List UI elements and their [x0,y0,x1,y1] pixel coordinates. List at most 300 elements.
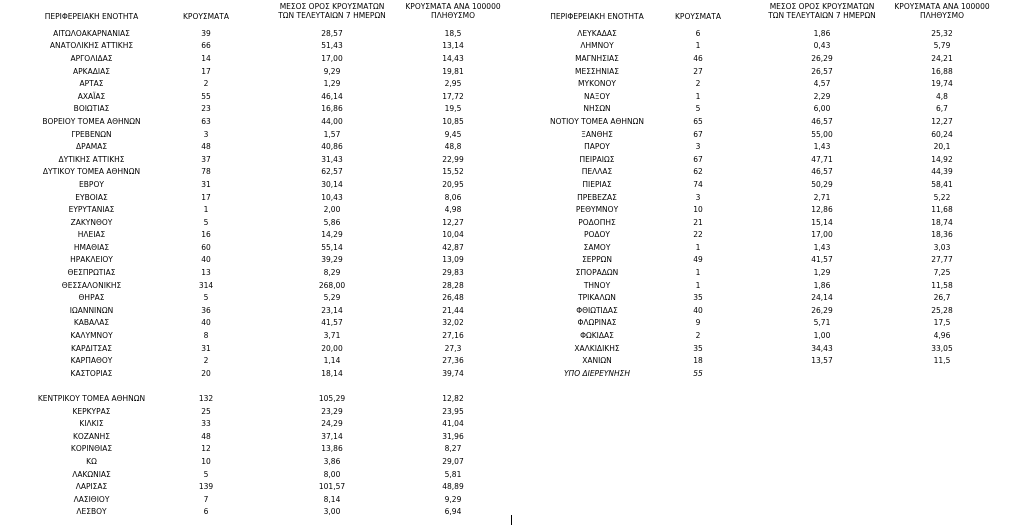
seven-day-average: 12,86 [811,205,833,215]
region-name: ΤΡΙΚΑΛΩΝ [578,293,616,303]
region-name: ΑΝΑΤΟΛΙΚΗΣ ΑΤΤΙΚΗΣ [49,41,134,51]
table-row [0,191,1013,204]
table-row [0,115,1013,128]
seven-day-average: 268,00 [318,280,346,290]
cases-per-100k: 17,5 [933,318,951,328]
cases-value: 2 [695,331,701,341]
header-per100k-right [886,2,998,20]
table-row [0,52,1013,65]
cases-value: 12 [201,444,211,454]
seven-day-average: 13,86 [321,444,343,454]
cases-value: 314 [198,280,214,290]
region-name: ΛΕΣΒΟΥ [76,507,107,517]
under-investigation-cases: 55 [693,368,703,378]
seven-day-average: 46,57 [811,116,833,126]
seven-day-average: 5,71 [813,318,831,328]
cases-value: 67 [693,129,703,139]
cases-value: 60 [201,242,211,252]
cases-per-100k: 3,03 [933,242,951,252]
table-row [0,430,1013,443]
table-row [0,342,1013,355]
seven-day-average: 50,29 [811,179,833,189]
region-name: ΣΑΜΟΥ [583,242,611,252]
header-per100k-line2: ΠΛΗΘΥΣΜΟ [919,11,964,20]
cases-per-100k: 12,27 [931,116,953,126]
cases-value: 3 [695,192,701,202]
cases-per-100k: 15,52 [442,167,464,177]
table-row [0,27,1013,40]
region-name: ΞΑΝΘΗΣ [581,129,613,139]
table-row [0,279,1013,292]
cases-per-100k: 23,95 [442,406,464,416]
region-name: ΑΡΓΟΛΙΔΑΣ [70,53,113,63]
region-name: ΚΑΡΔΙΤΣΑΣ [70,343,113,353]
cases-per-100k: 41,04 [442,419,464,429]
cases-per-100k: 42,87 [442,242,464,252]
cases-value: 3 [695,142,701,152]
cases-per-100k: 25,28 [931,305,953,315]
region-name: ΦΛΩΡΙΝΑΣ [577,318,617,328]
seven-day-average: 8,29 [323,268,341,278]
cases-value: 5 [695,104,701,114]
table-row [0,480,1013,493]
seven-day-average: 10,43 [321,192,343,202]
region-name: ΧΑΝΙΩΝ [582,356,612,366]
cases-value: 33 [201,419,211,429]
table-row [0,40,1013,53]
seven-day-average: 1,14 [323,356,341,366]
cases-value: 18 [693,356,703,366]
cases-per-100k: 60,24 [931,129,953,139]
region-name: ΔΡΑΜΑΣ [75,142,108,152]
region-name: ΚΟΡΙΝΘΙΑΣ [70,444,113,454]
cases-value: 49 [693,255,703,265]
cases-value: 31 [201,179,211,189]
cases-per-100k: 18,74 [931,217,953,227]
cases-per-100k: 27,16 [442,331,464,341]
table-row [0,506,1013,519]
cases-value: 2 [695,79,701,89]
table-row [0,178,1013,191]
cases-value: 10 [201,456,211,466]
region-name: ΗΛΕΙΑΣ [77,230,106,240]
cases-per-100k: 27,3 [444,343,462,353]
seven-day-average: 62,57 [321,167,343,177]
seven-day-average: 41,57 [811,255,833,265]
cases-per-100k: 10,04 [442,230,464,240]
seven-day-average: 26,29 [811,305,833,315]
cases-per-100k: 27,77 [931,255,953,265]
cases-value: 10 [693,205,703,215]
seven-day-average: 31,43 [321,154,343,164]
region-name: ΧΑΛΚΙΔΙΚΗΣ [574,343,620,353]
seven-day-average: 1,29 [323,79,341,89]
seven-day-average: 2,29 [813,91,831,101]
seven-day-average: 26,29 [811,53,833,63]
seven-day-average: 40,86 [321,142,343,152]
cases-value: 40 [693,305,703,315]
seven-day-average: 105,29 [318,394,346,404]
cases-per-100k: 5,22 [933,192,951,202]
cases-per-100k: 48,89 [442,482,464,492]
cases-value: 31 [201,343,211,353]
region-name: ΗΡΑΚΛΕΙΟΥ [70,255,113,265]
region-name: ΡΕΘΥΜΝΟΥ [575,205,619,215]
table-row [0,90,1013,103]
cases-value: 40 [201,318,211,328]
row-gap [0,380,1013,393]
cases-per-100k: 5,79 [933,41,951,51]
region-name: ΛΑΡΙΣΑΣ [75,482,108,492]
seven-day-average: 13,57 [811,356,833,366]
cases-value: 74 [693,179,703,189]
cases-value: 17 [201,192,211,202]
cases-per-100k: 58,41 [931,179,953,189]
table-row [0,229,1013,242]
table-row [0,103,1013,116]
region-name: ΔΥΤΙΚΟΥ ΤΟΜΕΑ ΑΘΗΝΩΝ [42,167,141,177]
region-name: ΝΑΞΟΥ [584,91,610,101]
cases-value: 37 [201,154,211,164]
table-row-under-investigation [0,367,1013,380]
region-name: ΖΑΚΥΝΘΟΥ [70,217,113,227]
cases-per-100k: 13,14 [442,41,464,51]
header-avg-line2: ΤΩΝ ΤΕΛΕΥΤΑΙΩΝ 7 ΗΜΕΡΩΝ [768,11,876,20]
cases-value: 6 [203,507,209,517]
cases-value: 36 [201,305,211,315]
cases-per-100k: 13,09 [442,255,464,265]
seven-day-average: 17,00 [321,53,343,63]
header-avg-line1: ΜΕΣΟΣ ΟΡΟΣ ΚΡΟΥΣΜΑΤΩΝ [769,2,875,11]
seven-day-average: 46,57 [811,167,833,177]
cases-per-100k: 6,94 [444,507,462,517]
header-per100k-line1: ΚΡΟΥΣΜΑΤΑ ΑΝΑ 100000 [405,2,501,11]
header-region-left: ΠΕΡΙΦΕΡΕΙΑΚΗ ΕΝΟΤΗΤΑ [44,12,139,21]
cases-per-100k: 26,48 [442,293,464,303]
cases-per-100k: 11,5 [933,356,951,366]
cases-per-100k: 44,39 [931,167,953,177]
cases-per-100k: 8,27 [444,444,462,454]
region-name: ΣΕΡΡΩΝ [582,255,612,265]
seven-day-average: 1,86 [813,28,831,38]
cases-value: 67 [693,154,703,164]
table-row [0,266,1013,279]
cases-per-100k: 17,72 [442,91,464,101]
cases-per-100k: 19,5 [444,104,462,114]
cases-per-100k: 12,27 [442,217,464,227]
cases-per-100k: 11,68 [931,205,953,215]
region-name: ΕΥΒΟΙΑΣ [75,192,108,202]
region-name: ΛΑΚΩΝΙΑΣ [72,469,111,479]
region-name: ΚΕΝΤΡΙΚΟΥ ΤΟΜΕΑ ΑΘΗΝΩΝ [37,394,146,404]
cases-value: 25 [201,406,211,416]
cases-per-100k: 12,82 [442,394,464,404]
cases-value: 20 [201,368,211,378]
table-row [0,392,1013,405]
cases-value: 1 [695,268,701,278]
cases-per-100k: 21,44 [442,305,464,315]
cases-per-100k: 18,5 [444,28,462,38]
seven-day-average: 28,57 [321,28,343,38]
table-row [0,455,1013,468]
seven-day-average: 1,86 [813,280,831,290]
seven-day-average: 44,00 [321,116,343,126]
table-row [0,443,1013,456]
table-row [0,493,1013,506]
region-name: ΙΩΑΝΝΙΝΩΝ [69,305,114,315]
cases-per-100k: 4,8 [936,91,948,101]
cases-value: 62 [693,167,703,177]
cases-per-100k: 22,99 [442,154,464,164]
region-name: ΛΕΥΚΑΔΑΣ [577,28,617,38]
region-name: ΕΒΡΟΥ [79,179,104,189]
seven-day-average: 37,14 [321,431,343,441]
region-name: ΘΕΣΣΑΛΟΝΙΚΗΣ [61,280,122,290]
seven-day-average: 55,14 [321,242,343,252]
cases-value: 6 [695,28,701,38]
cases-value: 66 [201,41,211,51]
cases-value: 2 [203,79,209,89]
cases-value: 35 [693,293,703,303]
cases-per-100k: 19,81 [442,66,464,76]
cases-value: 27 [693,66,703,76]
seven-day-average: 24,14 [811,293,833,303]
header-avg-line1: ΜΕΣΟΣ ΟΡΟΣ ΚΡΟΥΣΜΑΤΩΝ [279,2,385,11]
header-per100k-left [397,2,509,20]
seven-day-average: 6,00 [813,104,831,114]
region-name: ΘΕΣΠΡΩΤΙΑΣ [67,268,116,278]
cases-value: 132 [198,394,214,404]
cases-per-100k: 27,36 [442,356,464,366]
table-row [0,77,1013,90]
cases-value: 48 [201,431,211,441]
table-row [0,216,1013,229]
table-row [0,203,1013,216]
table-row [0,254,1013,267]
region-name: ΠΑΡΟΥ [584,142,610,152]
region-name: ΒΟΙΩΤΙΑΣ [73,104,110,114]
cases-per-100k: 14,92 [931,154,953,164]
region-name: ΛΗΜΝΟΥ [580,41,614,51]
seven-day-average: 4,57 [813,79,831,89]
region-name: ΚΩ [86,456,97,466]
table-row [0,405,1013,418]
table-row [0,354,1013,367]
region-name: ΡΟΔΟΠΗΣ [578,217,616,227]
cases-per-100k: 32,02 [442,318,464,328]
cases-value: 22 [693,230,703,240]
header-cases-right: ΚΡΟΥΣΜΑΤΑ [675,12,721,21]
table-row [0,241,1013,254]
cases-value: 13 [201,268,211,278]
cases-value: 8 [203,331,209,341]
seven-day-average: 2,71 [813,192,831,202]
seven-day-average: 3,00 [323,507,341,517]
cases-value: 3 [203,129,209,139]
seven-day-average: 24,29 [321,419,343,429]
region-name: ΚΑΒΑΛΑΣ [73,318,110,328]
region-name: ΕΥΡΥΤΑΝΙΑΣ [68,205,115,215]
seven-day-average: 23,14 [321,305,343,315]
region-name: ΘΗΡΑΣ [78,293,105,303]
cases-value: 7 [203,494,209,504]
cases-value: 2 [203,356,209,366]
region-name: ΝΗΣΩΝ [583,104,611,114]
region-name: ΣΠΟΡΑΔΩΝ [575,268,619,278]
region-name: ΜΑΓΝΗΣΙΑΣ [575,53,619,63]
cases-value: 39 [201,28,211,38]
cases-value: 78 [201,167,211,177]
seven-day-average: 3,71 [323,331,341,341]
header-region-right: ΠΕΡΙΦΕΡΕΙΑΚΗ ΕΝΟΤΗΤΑ [550,12,644,21]
cases-per-100k: 10,85 [442,116,464,126]
seven-day-average: 18,14 [321,368,343,378]
region-name: ΠΕΙΡΑΙΩΣ [579,154,615,164]
seven-day-average: 5,86 [323,217,341,227]
region-name: ΑΙΤΩΛΟΑΚΑΡΝΑΝΙΑΣ [53,28,130,38]
region-name: ΠΕΛΛΑΣ [581,167,613,177]
under-investigation-label: ΥΠΟ ΔΙΕΡΕΥΝΗΣΗ [563,368,631,378]
region-name: ΡΟΔΟΥ [583,230,611,240]
seven-day-average: 1,00 [813,331,831,341]
cases-per-100k: 11,58 [931,280,953,290]
seven-day-average: 5,29 [323,293,341,303]
region-name: ΜΕΣΣΗΝΙΑΣ [574,66,620,76]
table-row [0,153,1013,166]
cases-per-100k: 6,7 [936,104,948,114]
cases-value: 1 [695,242,701,252]
cases-value: 16 [201,230,211,240]
region-name: ΚΑΣΤΟΡΙΑΣ [70,368,113,378]
seven-day-average: 14,29 [321,230,343,240]
header-per100k-line1: ΚΡΟΥΣΜΑΤΑ ΑΝΑ 100000 [894,2,990,11]
cases-per-100k: 8,06 [444,192,462,202]
header-avg-line2: ΤΩΝ ΤΕΛΕΥΤΑΙΩΝ 7 ΗΜΕΡΩΝ [278,11,386,20]
cases-value: 5 [203,469,209,479]
table-row [0,166,1013,179]
region-name: ΚΑΡΠΑΘΟΥ [70,356,113,366]
cases-value: 139 [198,482,214,492]
table-row [0,291,1013,304]
region-name: ΚΟΖΑΝΗΣ [72,431,111,441]
seven-day-average: 8,00 [323,469,341,479]
cases-value: 65 [693,116,703,126]
cases-value: 5 [203,293,209,303]
seven-day-average: 47,71 [811,154,833,164]
cases-per-100k: 20,1 [933,142,951,152]
table-row [0,140,1013,153]
table-row [0,468,1013,481]
seven-day-average: 20,00 [321,343,343,353]
region-name: ΗΜΑΘΙΑΣ [73,242,110,252]
seven-day-average: 16,86 [321,104,343,114]
region-name: ΦΘΙΩΤΙΔΑΣ [576,305,618,315]
cases-value: 1 [695,280,701,290]
seven-day-average: 46,14 [321,91,343,101]
seven-day-average: 1,43 [813,142,831,152]
cases-value: 40 [201,255,211,265]
cases-per-100k: 16,88 [931,66,953,76]
seven-day-average: 39,29 [321,255,343,265]
region-name: ΤΗΝΟΥ [583,280,611,290]
cases-per-100k: 4,96 [933,331,951,341]
seven-day-average: 101,57 [318,482,346,492]
cases-value: 17 [201,66,211,76]
cases-value: 1 [695,91,701,101]
cases-per-100k: 14,43 [442,53,464,63]
seven-day-average: 15,14 [811,217,833,227]
cases-per-100k: 9,29 [444,494,462,504]
seven-day-average: 8,14 [323,494,341,504]
cases-value: 63 [201,116,211,126]
region-name: ΛΑΣΙΘΙΟΥ [73,494,110,504]
cases-value: 55 [201,91,211,101]
cases-per-100k: 2,95 [444,79,462,89]
header-avg-right [760,2,884,20]
table-row [0,65,1013,78]
header-per100k-line2: ΠΛΗΘΥΣΜΟ [430,11,475,20]
region-name: ΚΑΛΥΜΝΟΥ [70,331,113,341]
cases-value: 1 [695,41,701,51]
cases-per-100k: 4,98 [444,205,462,215]
cases-value: 9 [695,318,701,328]
table-row [0,329,1013,342]
cases-value: 5 [203,217,209,227]
header-cases-left: ΚΡΟΥΣΜΑΤΑ [183,12,229,21]
right-table [0,27,1013,380]
cases-per-100k: 48,8 [444,142,462,152]
region-name: ΠΡΕΒΕΖΑΣ [577,192,617,202]
cases-value: 14 [201,53,211,63]
header-avg-left [270,2,394,20]
seven-day-average: 41,57 [321,318,343,328]
cases-per-100k: 7,25 [933,268,951,278]
cases-value: 21 [693,217,703,227]
cases-per-100k: 20,95 [442,179,464,189]
cases-per-100k: 18,36 [931,230,953,240]
cases-per-100k: 29,83 [442,268,464,278]
cases-per-100k: 31,96 [442,431,464,441]
column-separator [511,515,512,525]
cases-per-100k: 5,81 [444,469,462,479]
seven-day-average: 3,86 [323,456,341,466]
cases-per-100k: 28,28 [442,280,464,290]
seven-day-average: 34,43 [811,343,833,353]
table-row [0,317,1013,330]
cases-per-100k: 9,45 [444,129,462,139]
seven-day-average: 1,57 [323,129,341,139]
cases-per-100k: 25,32 [931,28,953,38]
region-name: ΑΡΤΑΣ [79,79,104,89]
region-name: ΦΩΚΙΔΑΣ [580,331,614,341]
region-name: ΑΡΚΑΔΙΑΣ [73,66,110,76]
seven-day-average: 51,43 [321,41,343,51]
seven-day-average: 1,43 [813,242,831,252]
cases-value: 46 [693,53,703,63]
table-row [0,128,1013,141]
region-name: ΝΟΤΙΟΥ ΤΟΜΕΑ ΑΘΗΝΩΝ [549,116,644,126]
region-name: ΓΡΕΒΕΝΩΝ [71,129,112,139]
cases-value: 23 [201,104,211,114]
seven-day-average: 1,29 [813,268,831,278]
cases-per-100k: 26,7 [933,293,951,303]
seven-day-average: 17,00 [811,230,833,240]
cases-value: 1 [203,205,209,215]
region-name: ΑΧΑΪΑΣ [77,91,106,101]
table-row [0,304,1013,317]
region-name: ΚΙΛΚΙΣ [79,419,104,429]
region-name: ΠΙΕΡΙΑΣ [582,179,612,189]
